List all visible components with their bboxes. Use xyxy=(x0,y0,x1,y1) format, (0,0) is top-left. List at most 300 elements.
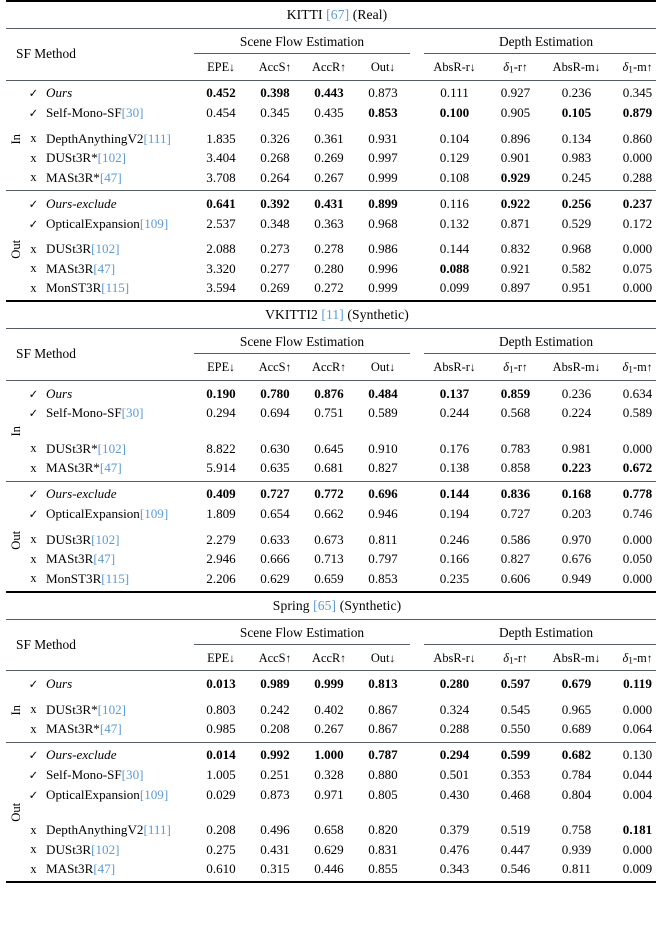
metric-value-depth-3: 0.000 xyxy=(622,440,653,456)
metric-header-depth-2: AbsR-m↓ xyxy=(552,360,601,375)
method-name: DUSt3R* xyxy=(46,701,98,717)
group-gap xyxy=(410,329,424,357)
metric-value-depth-1: 0.727 xyxy=(500,506,531,522)
metric-value-depth-1: 0.897 xyxy=(500,280,531,296)
metric-header-depth-1: δ1-r↑ xyxy=(503,650,528,667)
metric-value-sf-3: 0.827 xyxy=(368,460,398,476)
metric-value-depth-2: 0.983 xyxy=(561,150,592,166)
metric-value-depth-3: 0.288 xyxy=(622,169,653,185)
table-row xyxy=(6,459,656,479)
metric-value-depth-2: 0.105 xyxy=(561,105,592,121)
table-row xyxy=(6,439,656,459)
method-name: MASt3R* xyxy=(46,721,100,737)
metric-header-sf-0: EPE↓ xyxy=(207,651,235,665)
metric-value-sf-2: 0.971 xyxy=(314,786,344,802)
section-title-row xyxy=(6,302,656,329)
dataset-name: KITTI xyxy=(286,7,323,22)
method-name-cell xyxy=(42,485,194,505)
sf-method-label: SF Method xyxy=(16,46,76,62)
metric-value-depth-1: 0.922 xyxy=(500,195,531,211)
method-name-cell xyxy=(42,103,194,123)
metric-value-depth-1: 0.468 xyxy=(500,786,531,802)
metric-value-sf-0: 0.454 xyxy=(206,105,236,121)
block-label-in xyxy=(6,700,26,720)
metric-value-depth-1: 0.905 xyxy=(500,105,531,121)
row-group-spacer xyxy=(6,423,656,439)
metric-value-sf-3: 0.797 xyxy=(368,551,398,567)
metric-value-sf-0: 3.594 xyxy=(206,280,236,296)
method-name: MonST3R xyxy=(46,570,102,586)
checkmark-icon: ✓ xyxy=(28,488,39,502)
metric-header-depth-0: AbsR-r↓ xyxy=(433,360,476,375)
metric-value-sf-1: 0.633 xyxy=(260,531,290,547)
method-name: Ours-exclude xyxy=(46,195,117,211)
group-header-row xyxy=(6,29,656,57)
table-row xyxy=(6,403,656,423)
side-spacer xyxy=(6,259,26,279)
checkmark-icon: ✓ xyxy=(28,749,39,763)
metric-value-depth-3: 0.000 xyxy=(622,531,653,547)
table-row xyxy=(6,168,656,188)
group-header-row xyxy=(6,620,656,648)
metric-value-sf-3: 0.996 xyxy=(368,260,398,276)
metric-value-depth-0: 0.324 xyxy=(439,701,470,717)
block-label-text: In xyxy=(8,704,23,716)
metric-value-depth-3: 0.004 xyxy=(622,786,653,802)
table-row xyxy=(6,674,656,694)
table-row xyxy=(6,384,656,404)
metric-value-depth-2: 0.168 xyxy=(561,486,592,502)
metric-value-sf-1: 0.727 xyxy=(260,486,290,502)
metric-value-sf-0: 0.803 xyxy=(206,701,236,717)
method-name-cell xyxy=(42,840,194,860)
dataset-type: (Synthetic) xyxy=(339,597,402,613)
group-gap xyxy=(410,840,424,860)
method-name: DUSt3R* xyxy=(46,150,98,166)
table-row xyxy=(6,720,656,740)
metric-value-depth-0: 0.137 xyxy=(439,385,470,401)
metric-value-sf-0: 3.320 xyxy=(206,260,236,276)
table-row xyxy=(6,700,656,720)
metric-value-depth-3: 0.237 xyxy=(622,195,653,211)
metric-value-sf-2: 0.659 xyxy=(314,570,344,586)
side-spacer xyxy=(6,549,26,569)
metric-value-sf-3: 0.805 xyxy=(368,786,398,802)
metric-value-depth-3: 0.345 xyxy=(622,85,653,101)
metric-value-depth-2: 0.939 xyxy=(561,841,592,857)
metric-value-depth-2: 0.236 xyxy=(561,385,592,401)
method-name: MonST3R xyxy=(46,280,102,296)
method-citation: [102] xyxy=(97,440,127,456)
metric-value-sf-3: 0.910 xyxy=(368,440,398,456)
metric-value-sf-3: 0.813 xyxy=(368,676,398,692)
side-spacer xyxy=(6,569,26,589)
metric-value-sf-2: 0.658 xyxy=(314,822,344,838)
metric-value-sf-2: 0.363 xyxy=(314,215,344,231)
metric-value-sf-0: 0.275 xyxy=(206,841,236,857)
group-gap xyxy=(410,785,424,805)
method-citation: [47] xyxy=(99,169,122,185)
metric-header-depth-0: AbsR-r↓ xyxy=(433,60,476,75)
checkmark-icon: ✓ xyxy=(28,107,39,121)
cross-icon: x xyxy=(30,721,37,736)
metric-value-sf-0: 8.822 xyxy=(206,440,236,456)
metric-value-sf-3: 0.811 xyxy=(368,531,398,547)
metric-value-depth-2: 0.676 xyxy=(561,551,592,567)
metric-value-sf-0: 2.537 xyxy=(206,215,236,231)
metric-value-sf-2: 0.662 xyxy=(314,506,344,522)
metric-header-depth-1: δ1-r↑ xyxy=(503,360,528,376)
metric-value-depth-0: 0.476 xyxy=(439,841,470,857)
method-citation: [102] xyxy=(91,841,120,857)
metric-value-depth-1: 0.597 xyxy=(500,676,531,692)
metric-value-depth-2: 0.256 xyxy=(561,195,592,211)
metric-value-depth-0: 0.088 xyxy=(439,260,470,276)
metric-value-depth-1: 0.832 xyxy=(500,241,531,257)
block-label-out xyxy=(6,803,26,823)
metric-value-sf-2: 0.272 xyxy=(314,280,344,296)
cross-icon: x xyxy=(30,532,37,547)
table-row xyxy=(6,504,656,524)
method-name-cell xyxy=(42,279,194,299)
metric-header-depth-0: AbsR-r↓ xyxy=(433,651,476,665)
cross-icon: x xyxy=(30,842,37,857)
metric-value-sf-1: 0.273 xyxy=(260,241,290,257)
metric-header-depth-3: δ1-m↑ xyxy=(622,60,653,76)
group-gap xyxy=(410,549,424,569)
metric-value-depth-3: 0.050 xyxy=(622,551,653,567)
side-spacer xyxy=(6,214,26,234)
depth-group-label: Depth Estimation xyxy=(424,334,656,354)
metric-value-depth-0: 0.129 xyxy=(439,150,470,166)
scene-flow-results-table xyxy=(6,0,656,883)
metric-value-depth-0: 0.111 xyxy=(440,85,469,101)
side-spacer xyxy=(6,485,26,505)
method-citation: [115] xyxy=(101,280,130,296)
side-spacer xyxy=(6,168,26,188)
method-name: OpticalExpansion xyxy=(46,506,140,522)
method-name: DepthAnythingV2 xyxy=(46,130,144,146)
section-title xyxy=(6,593,656,620)
metric-value-depth-3: 0.778 xyxy=(622,486,653,502)
metric-value-sf-3: 0.831 xyxy=(368,841,398,857)
method-name-cell xyxy=(42,129,194,149)
metric-value-depth-2: 0.758 xyxy=(561,822,592,838)
side-spacer xyxy=(6,148,26,168)
method-name: DUSt3R xyxy=(46,531,92,547)
metric-value-depth-2: 0.968 xyxy=(561,241,592,257)
group-gap xyxy=(410,569,424,589)
metric-value-sf-1: 0.348 xyxy=(260,215,290,231)
metric-value-sf-0: 0.013 xyxy=(206,676,236,692)
group-gap xyxy=(410,439,424,459)
group-gap xyxy=(410,403,424,423)
group-gap xyxy=(410,279,424,299)
metric-value-depth-0: 0.138 xyxy=(439,460,470,476)
metric-value-sf-3: 0.696 xyxy=(368,486,398,502)
table-row xyxy=(6,820,656,840)
metric-header-sf-1: AccS↑ xyxy=(258,60,292,75)
metric-value-sf-0: 0.641 xyxy=(206,195,236,211)
metric-value-depth-1: 0.929 xyxy=(500,169,531,185)
dataset-type: (Real) xyxy=(352,7,388,22)
metric-value-depth-3: 0.000 xyxy=(622,701,653,717)
group-gap xyxy=(410,700,424,720)
scene-flow-group-label: Scene Flow Estimation xyxy=(194,625,410,645)
metric-value-depth-0: 0.194 xyxy=(439,506,470,522)
table-row xyxy=(6,840,656,860)
metric-value-depth-2: 0.811 xyxy=(562,861,591,877)
method-name: MASt3R xyxy=(46,551,94,567)
metric-header-sf-2: AccR↑ xyxy=(312,360,346,375)
dataset-citation: [67] xyxy=(326,7,350,22)
method-name-cell xyxy=(42,700,194,720)
table-row xyxy=(6,148,656,168)
metric-value-sf-1: 0.345 xyxy=(260,105,290,121)
metric-value-depth-3: 0.075 xyxy=(622,260,653,276)
metric-value-depth-0: 0.501 xyxy=(439,767,470,783)
metric-value-sf-0: 0.452 xyxy=(206,85,236,101)
metric-value-depth-0: 0.099 xyxy=(439,280,470,296)
group-gap xyxy=(410,29,424,57)
group-gap xyxy=(410,357,424,380)
method-name: DepthAnythingV2 xyxy=(46,822,144,838)
metric-value-sf-1: 0.654 xyxy=(260,506,290,522)
metric-value-sf-1: 0.251 xyxy=(260,767,290,783)
group-gap xyxy=(410,259,424,279)
metric-value-sf-3: 0.999 xyxy=(368,280,398,296)
metric-value-depth-1: 0.447 xyxy=(500,841,531,857)
method-name: Ours-exclude xyxy=(46,486,117,502)
depth-group-label: Depth Estimation xyxy=(424,625,656,645)
metric-value-sf-3: 0.855 xyxy=(368,861,398,877)
metric-value-sf-0: 0.409 xyxy=(206,486,236,502)
metric-value-depth-0: 0.104 xyxy=(439,130,470,146)
side-spacer xyxy=(6,194,26,214)
method-name-cell xyxy=(42,549,194,569)
metric-value-sf-1: 0.264 xyxy=(260,169,290,185)
method-name-cell xyxy=(42,569,194,589)
metric-value-depth-3: 0.064 xyxy=(622,721,653,737)
method-name: Self-Mono-SF xyxy=(46,105,122,121)
cross-icon: x xyxy=(30,261,37,276)
side-spacer xyxy=(6,746,26,766)
metric-value-sf-1: 0.268 xyxy=(260,150,290,166)
metric-value-sf-2: 0.681 xyxy=(314,460,344,476)
group-header-row xyxy=(6,329,656,357)
metric-value-depth-0: 0.430 xyxy=(439,786,470,802)
metric-value-sf-3: 0.880 xyxy=(368,767,398,783)
metric-value-depth-2: 0.529 xyxy=(561,215,592,231)
table-row xyxy=(6,530,656,550)
metric-value-sf-1: 0.269 xyxy=(260,280,290,296)
method-citation: [115] xyxy=(101,570,130,586)
group-gap xyxy=(410,530,424,550)
metric-value-sf-3: 0.589 xyxy=(368,405,398,421)
metric-header-depth-2: AbsR-m↓ xyxy=(552,60,601,75)
cross-icon: x xyxy=(30,150,37,165)
method-name-cell xyxy=(42,820,194,840)
metric-value-sf-2: 0.402 xyxy=(314,701,344,717)
section-title-row xyxy=(6,2,656,29)
group-gap xyxy=(410,129,424,149)
sf-method-header xyxy=(6,29,194,80)
metric-value-depth-2: 0.203 xyxy=(561,506,592,522)
metric-value-depth-2: 0.679 xyxy=(561,676,592,692)
sf-method-label: SF Method xyxy=(16,637,76,652)
metric-value-depth-0: 0.144 xyxy=(439,241,470,257)
metric-header-sf-3: Out↓ xyxy=(370,651,396,665)
metric-value-depth-3: 0.634 xyxy=(622,385,653,401)
metric-value-depth-3: 0.172 xyxy=(622,215,653,231)
metric-value-sf-0: 0.985 xyxy=(206,721,236,737)
metric-value-sf-1: 0.208 xyxy=(260,721,290,737)
method-name: MASt3R* xyxy=(46,169,100,185)
table-bottom-rule xyxy=(6,882,656,883)
metric-value-sf-2: 0.361 xyxy=(314,130,344,146)
metric-value-sf-1: 0.635 xyxy=(260,460,290,476)
group-gap xyxy=(410,648,424,671)
scene-flow-group-label: Scene Flow Estimation xyxy=(194,334,410,354)
scene-flow-group-label: Scene Flow Estimation xyxy=(194,34,410,54)
metric-value-sf-0: 2.279 xyxy=(206,531,236,547)
checkmark-icon: ✓ xyxy=(28,217,39,231)
method-name: DUSt3R* xyxy=(46,440,98,456)
method-name: OpticalExpansion xyxy=(46,215,140,231)
side-spacer xyxy=(6,279,26,299)
method-name-cell xyxy=(42,259,194,279)
metric-value-sf-2: 0.673 xyxy=(314,531,344,547)
group-gap xyxy=(410,820,424,840)
metric-value-depth-1: 0.599 xyxy=(500,747,531,763)
group-gap xyxy=(410,746,424,766)
metric-value-sf-2: 0.876 xyxy=(314,385,344,401)
table-row xyxy=(6,84,656,104)
metric-value-sf-2: 0.328 xyxy=(314,767,344,783)
method-name: Ours-exclude xyxy=(46,747,117,763)
method-citation: [30] xyxy=(121,405,144,421)
block-label-in xyxy=(6,423,26,439)
metric-value-depth-1: 0.546 xyxy=(500,861,531,877)
method-name: MASt3R* xyxy=(46,460,100,476)
metric-value-sf-2: 0.267 xyxy=(314,169,344,185)
metric-value-depth-2: 0.224 xyxy=(561,405,592,421)
group-gap xyxy=(410,148,424,168)
method-name-cell xyxy=(42,860,194,880)
metric-value-depth-2: 0.134 xyxy=(561,130,592,146)
cross-icon: x xyxy=(30,460,37,475)
table-row xyxy=(6,765,656,785)
metric-value-depth-3: 0.000 xyxy=(622,280,653,296)
metric-value-sf-0: 2.206 xyxy=(206,570,236,586)
metric-header-sf-3: Out↓ xyxy=(370,60,396,75)
metric-header-depth-3: δ1-m↑ xyxy=(622,650,653,667)
metric-header-sf-1: AccS↑ xyxy=(258,360,292,375)
scene-flow-group-header xyxy=(194,329,410,357)
side-spacer xyxy=(6,820,26,840)
metric-value-sf-2: 0.269 xyxy=(314,150,344,166)
metric-value-sf-0: 0.208 xyxy=(206,822,236,838)
metric-value-sf-1: 0.629 xyxy=(260,570,290,586)
method-name-cell xyxy=(42,239,194,259)
checkmark-icon: ✓ xyxy=(28,407,39,421)
table-row xyxy=(6,279,656,299)
metric-value-sf-2: 0.629 xyxy=(314,841,344,857)
method-name-cell xyxy=(42,530,194,550)
metric-value-sf-0: 3.708 xyxy=(206,169,236,185)
method-name-cell xyxy=(42,168,194,188)
dataset-citation: [65] xyxy=(313,597,337,613)
table-row xyxy=(6,194,656,214)
metric-value-depth-1: 0.927 xyxy=(500,85,531,101)
metric-value-sf-2: 0.431 xyxy=(314,195,344,211)
metric-value-depth-0: 0.144 xyxy=(439,486,470,502)
metric-value-sf-1: 0.326 xyxy=(260,130,290,146)
metric-value-sf-3: 0.787 xyxy=(368,747,398,763)
method-citation: [109] xyxy=(139,506,169,522)
method-name: DUSt3R xyxy=(46,841,92,857)
metric-value-sf-1: 0.694 xyxy=(260,405,290,421)
metric-value-sf-2: 0.280 xyxy=(314,260,344,276)
method-name: DUSt3R xyxy=(46,241,92,257)
cross-icon: x xyxy=(30,170,37,185)
metric-value-depth-1: 0.871 xyxy=(500,215,531,231)
metric-value-depth-1: 0.901 xyxy=(500,150,531,166)
group-gap xyxy=(410,504,424,524)
dataset-name: Spring xyxy=(272,597,310,613)
metric-value-sf-3: 0.997 xyxy=(368,150,398,166)
metric-header-sf-0: EPE↓ xyxy=(207,60,235,75)
metric-value-sf-1: 0.630 xyxy=(260,440,290,456)
cross-icon: x xyxy=(30,441,37,456)
metric-value-sf-1: 0.392 xyxy=(260,195,290,211)
metric-value-sf-0: 0.190 xyxy=(206,385,236,401)
metric-value-sf-3: 0.968 xyxy=(368,215,398,231)
metric-value-sf-1: 0.780 xyxy=(260,385,290,401)
side-spacer xyxy=(6,504,26,524)
metric-value-sf-1: 0.277 xyxy=(260,260,290,276)
group-gap xyxy=(410,620,424,648)
method-citation: [47] xyxy=(93,260,116,276)
metric-value-sf-2: 0.751 xyxy=(314,405,344,421)
metric-value-sf-2: 0.267 xyxy=(314,721,344,737)
metric-value-depth-1: 0.921 xyxy=(500,260,531,276)
group-gap xyxy=(410,765,424,785)
checkmark-icon: ✓ xyxy=(28,678,39,692)
side-spacer xyxy=(6,84,26,104)
metric-value-depth-0: 0.235 xyxy=(439,570,470,586)
metric-value-sf-3: 0.853 xyxy=(368,570,398,586)
metric-value-depth-3: 0.044 xyxy=(622,767,653,783)
metric-value-depth-0: 0.343 xyxy=(439,861,470,877)
method-citation: [47] xyxy=(93,861,116,877)
metric-value-sf-2: 0.645 xyxy=(314,440,344,456)
metric-value-sf-2: 0.443 xyxy=(314,85,344,101)
dataset-name: VKITTI2 xyxy=(265,307,318,323)
table-row xyxy=(6,259,656,279)
method-name-cell xyxy=(42,439,194,459)
group-gap xyxy=(410,84,424,104)
table-row xyxy=(6,129,656,149)
metric-value-sf-0: 0.029 xyxy=(206,786,236,802)
metric-header-depth-1: δ1-r↑ xyxy=(503,60,528,76)
metric-value-depth-0: 0.244 xyxy=(439,405,470,421)
method-citation: [111] xyxy=(143,130,171,146)
metric-value-depth-1: 0.836 xyxy=(500,486,531,502)
group-gap xyxy=(410,239,424,259)
table-row xyxy=(6,239,656,259)
method-name: Self-Mono-SF xyxy=(46,405,122,421)
